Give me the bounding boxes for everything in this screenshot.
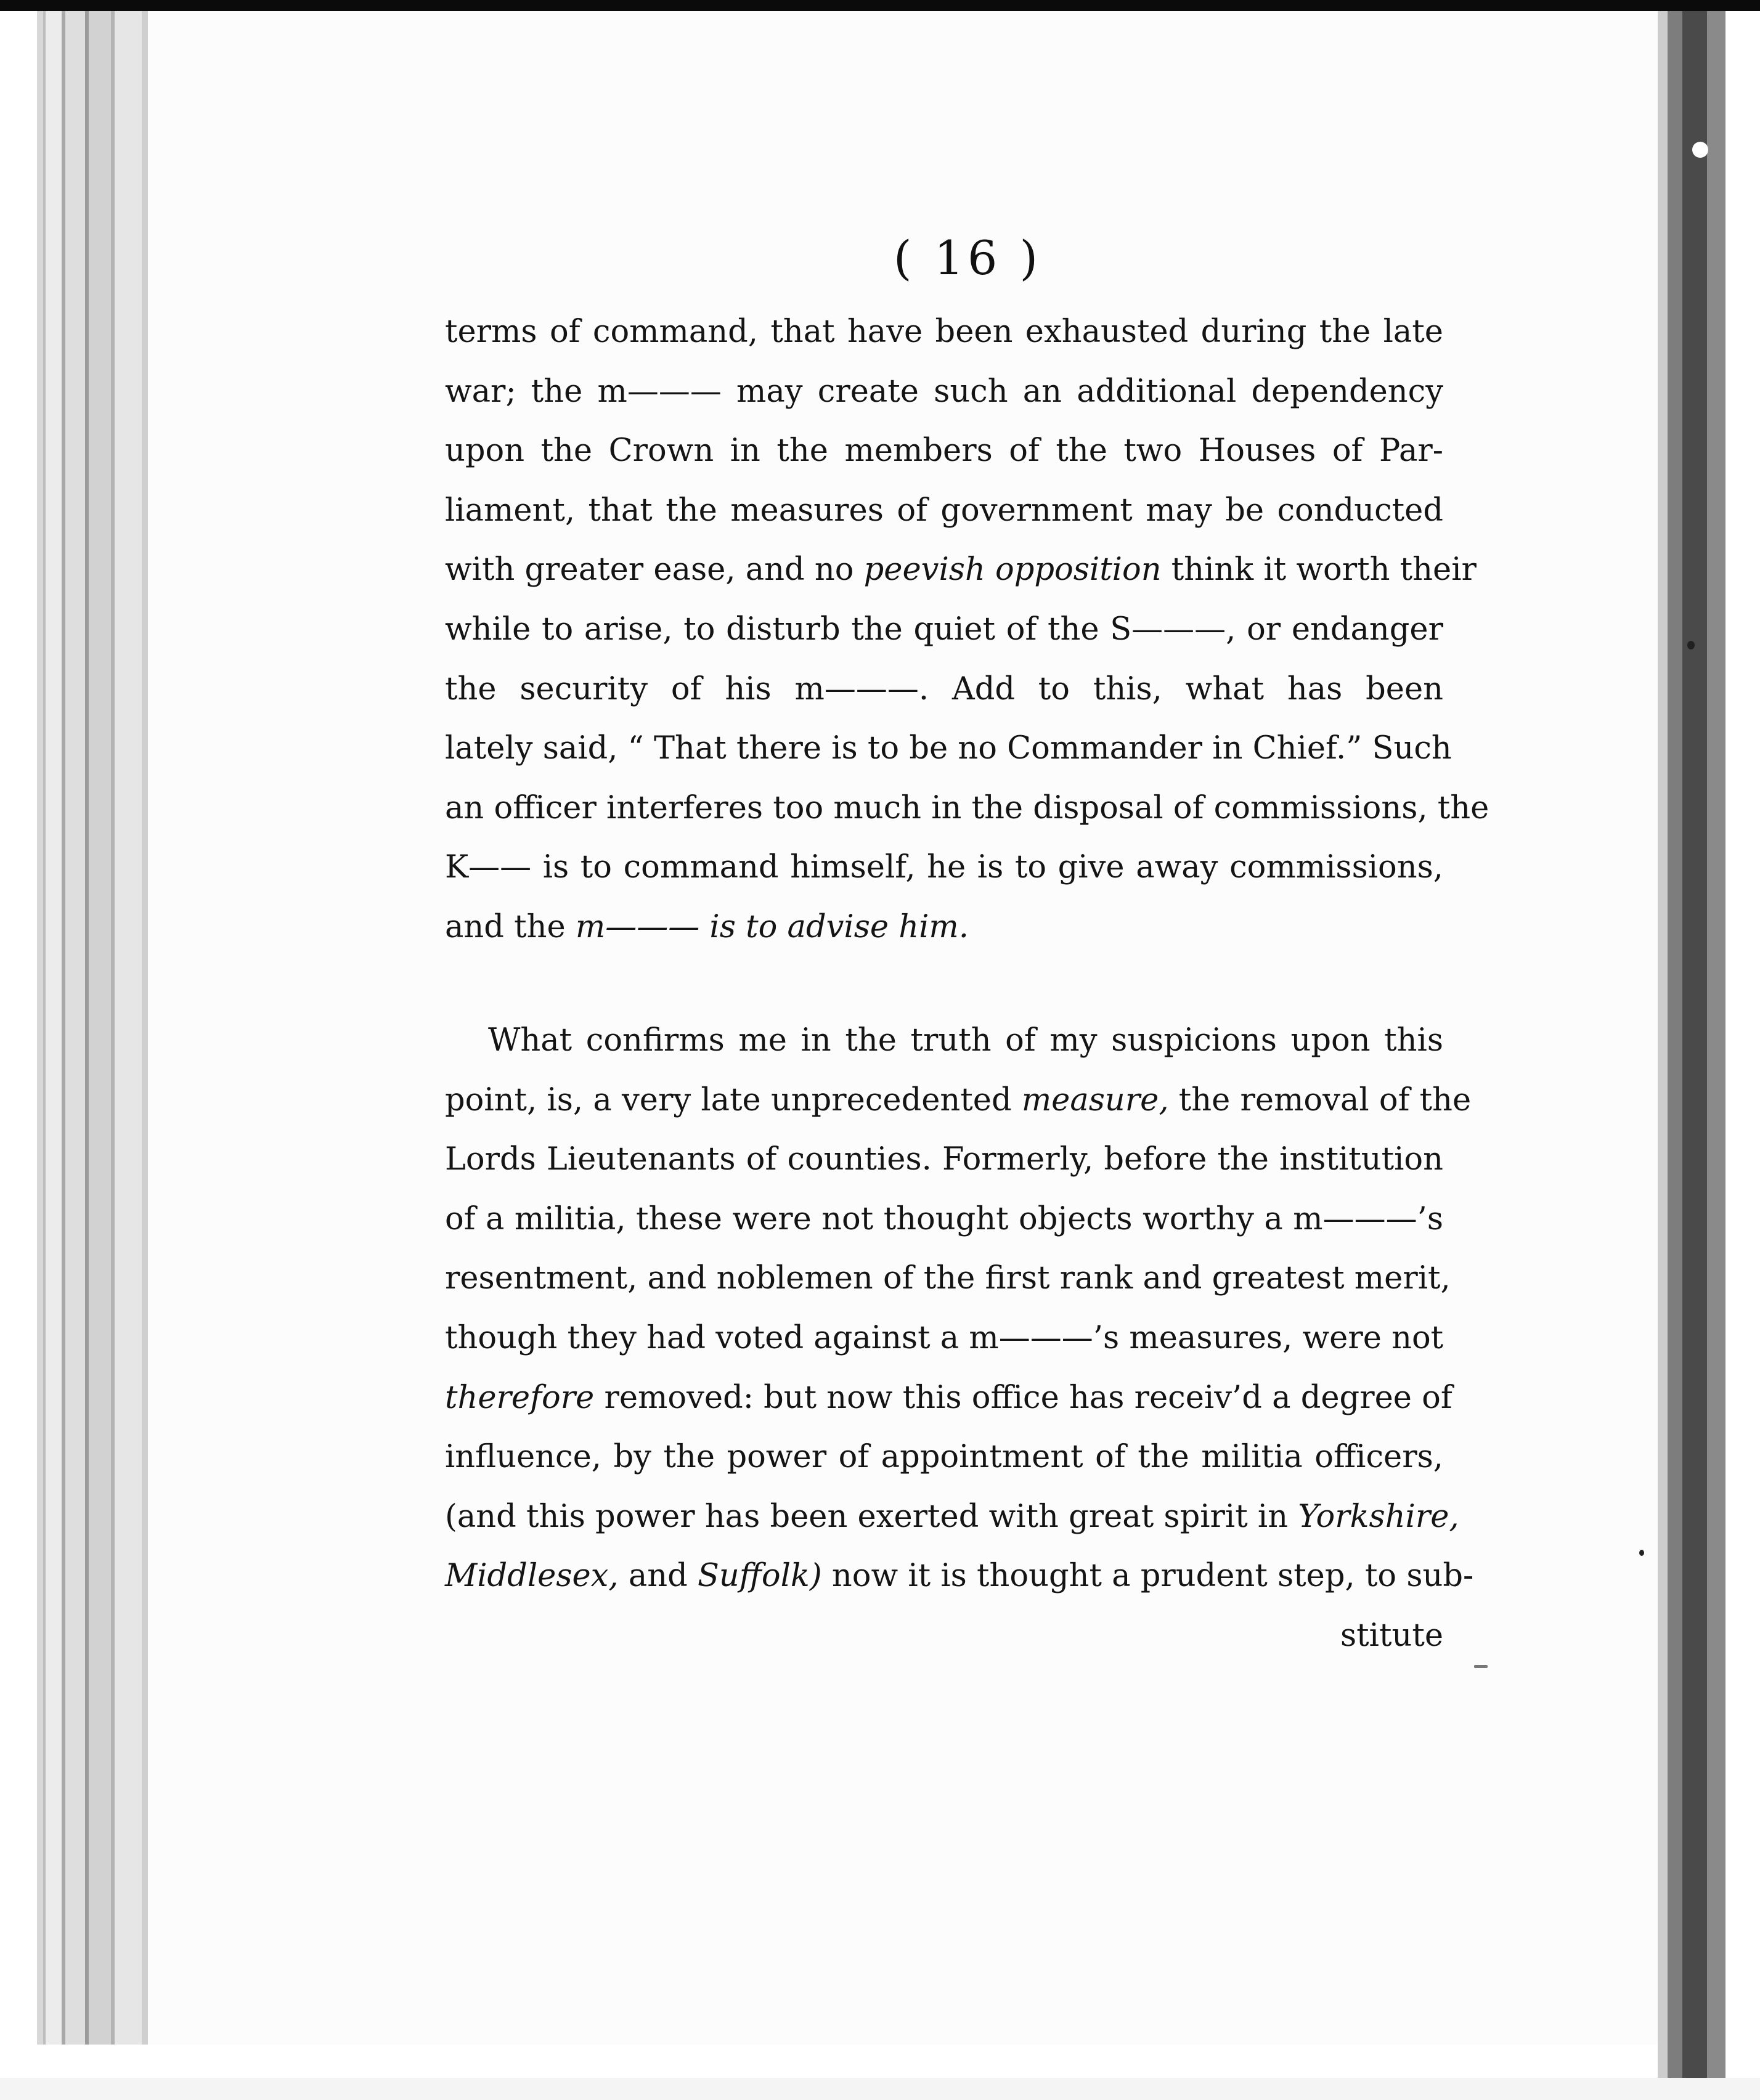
text-run: What confirms me in the truth of my suspicions upon this <box>488 1022 1443 1059</box>
text-run: K—— is to command himself, he is to give away commissions, <box>445 849 1443 886</box>
text-line <box>445 481 1443 541</box>
italic-text: Yorkshire, <box>1298 1498 1459 1535</box>
page-stack-edge-left <box>37 11 148 2045</box>
text-run: the security of his m———. Add to this, what has been <box>445 670 1443 707</box>
text-run: resentment, and noblemen of the first rank and greatest merit, <box>445 1260 1451 1297</box>
text-line <box>445 1309 1443 1369</box>
text-run: and <box>618 1558 698 1595</box>
text-run: liament, that the measures of government may be conducted <box>445 492 1443 529</box>
text-line <box>445 898 1443 958</box>
text-run: while to arise, to disturb the quiet of the S———, or endanger <box>445 611 1443 648</box>
text-run: the removal of the <box>1168 1081 1472 1118</box>
text-run: though they had voted against a m———’s measures, were not <box>445 1319 1444 1356</box>
text-line <box>445 838 1443 898</box>
catchword: stitute <box>1340 1617 1443 1654</box>
text-run: Lords Lieutenants of counties. Formerly, before the institution <box>445 1141 1443 1178</box>
text-run: lately said, “ That there is to be no Commander in Chief.” Such <box>445 730 1452 767</box>
book-edge-right <box>1658 11 1760 2078</box>
text-run: terms of command, that have been exhausted during the late <box>445 314 1443 350</box>
text-line <box>445 660 1443 720</box>
scan-speck <box>1474 1665 1488 1668</box>
text-line <box>445 1130 1443 1190</box>
text-run: an officer interferes too much in the disposal of commissions, the <box>445 789 1489 826</box>
text-line <box>445 1190 1443 1250</box>
text-run: and the <box>445 908 576 945</box>
text-line <box>445 1011 1443 1071</box>
text-run: now it is thought a prudent step, to sub- <box>821 1558 1474 1595</box>
text-line <box>445 303 1443 362</box>
text-run: influence, by the power of appointment of the militia officers, <box>445 1439 1443 1476</box>
text-run: think it worth their <box>1161 551 1477 588</box>
text-line <box>445 1488 1459 1547</box>
paragraph-2 <box>445 1011 1474 1666</box>
italic-text: peevish opposition <box>863 551 1162 588</box>
text-line <box>445 600 1443 660</box>
text-run: removed: but now this office has receiv’d a degree of <box>594 1379 1452 1416</box>
paragraph-1 <box>445 303 1489 958</box>
text-run: upon the Crown in the members of the two Houses of Par- <box>445 433 1443 470</box>
italic-text: Suffolk) <box>697 1558 822 1595</box>
text-line <box>445 421 1443 481</box>
text-line <box>445 540 1477 600</box>
text-line <box>445 1428 1443 1488</box>
text-line <box>445 779 1489 839</box>
italic-text: therefore <box>445 1379 595 1416</box>
page-number: ( 16 ) <box>893 230 1042 285</box>
scan-left-margin <box>0 11 37 2078</box>
italic-text: Middlesex, <box>445 1558 619 1595</box>
text-run: war; the m——— may create such an additional dependency <box>445 373 1443 410</box>
scan-speck <box>1692 142 1708 158</box>
text-line <box>445 1071 1472 1131</box>
text-line <box>445 1249 1451 1309</box>
italic-text: measure, <box>1021 1081 1169 1118</box>
scanner-top-border <box>0 0 1760 11</box>
text-run: point, is, a very late unprecedented <box>445 1081 1022 1118</box>
text-line <box>445 1547 1474 1606</box>
scan-bottom-margin <box>0 2078 1760 2100</box>
text-line <box>445 362 1443 422</box>
text-run: with greater ease, and no <box>445 551 864 588</box>
text-run: (and this power has been exerted with great spirit in <box>445 1498 1298 1535</box>
scan-speck <box>1639 1550 1644 1556</box>
text-line <box>445 1369 1452 1428</box>
text-line <box>445 719 1452 779</box>
italic-text: m——— is to advise him. <box>575 908 969 945</box>
scan-speck <box>1687 641 1695 649</box>
text-run: of a militia, these were not thought objects worthy a m———’s <box>445 1200 1443 1237</box>
